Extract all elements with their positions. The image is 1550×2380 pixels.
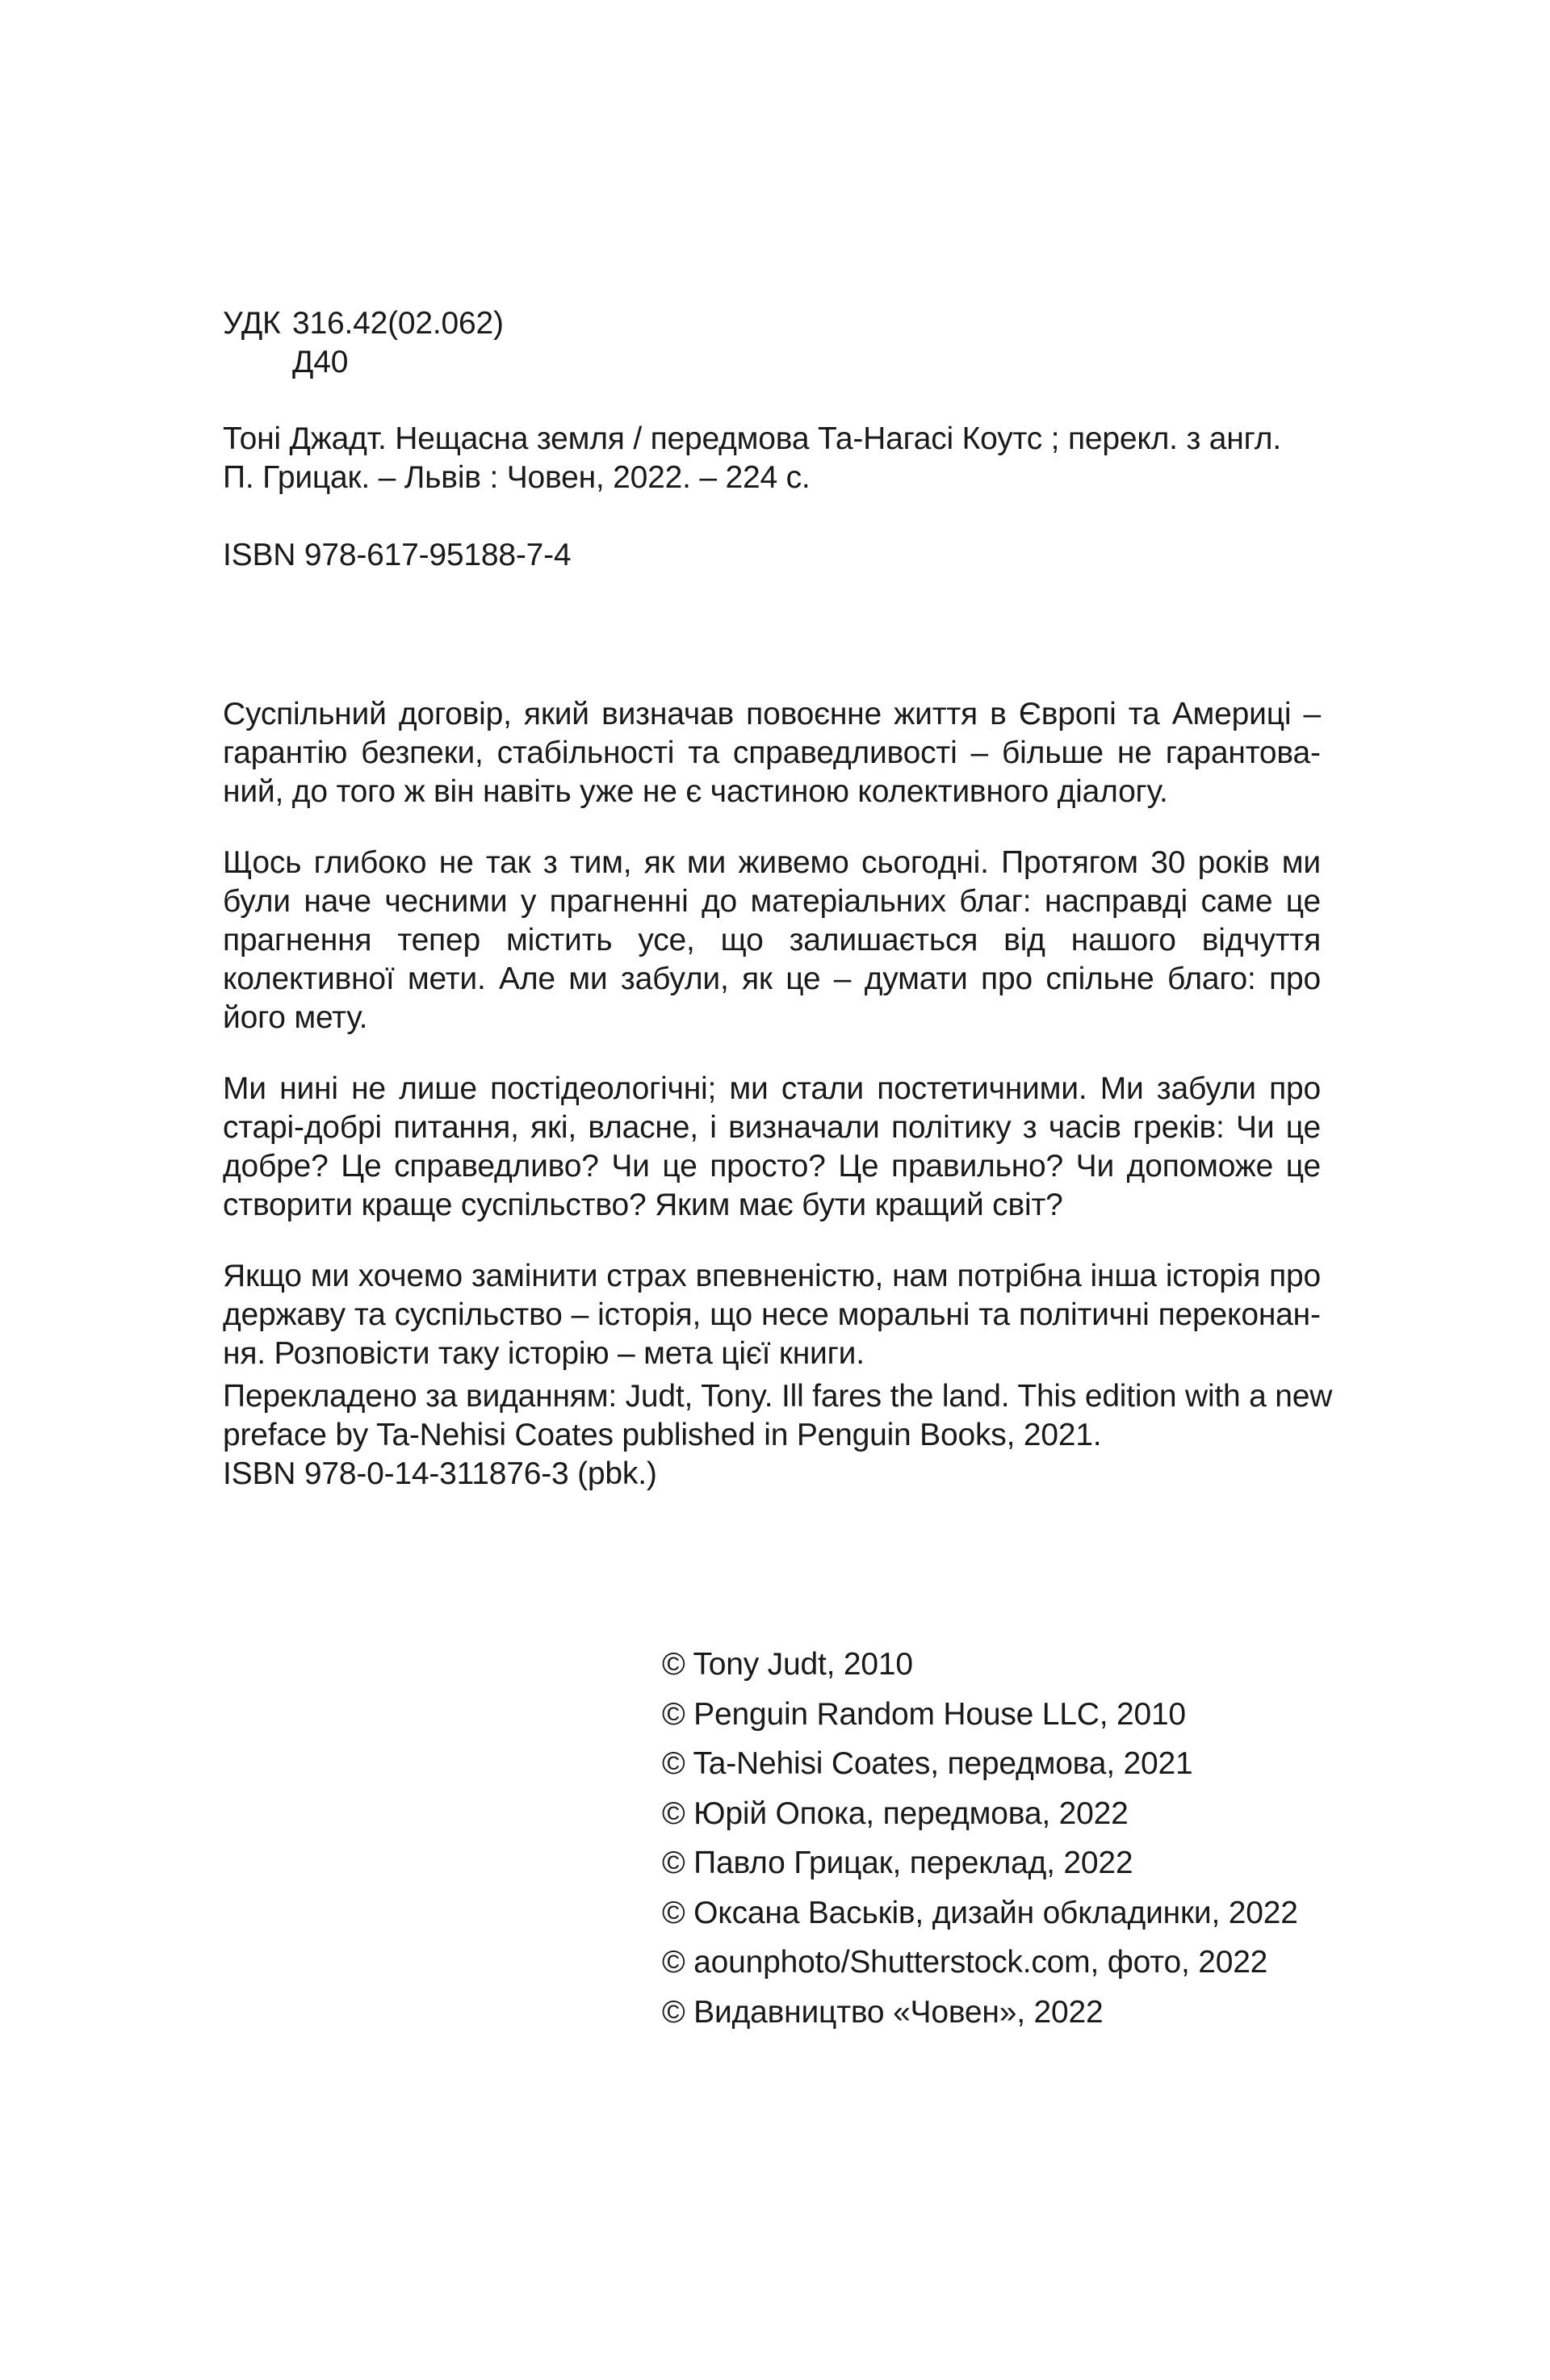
- bibliographic-line: Тоні Джадт. Нещасна земля / передмова Та-Нагасі Коутс ; перекл. з англ.: [223, 421, 1281, 456]
- annotation: [223, 695, 1321, 1373]
- copyright-item: © Оксана Васьків, дизайн обкладинки, 2022: [662, 1895, 1298, 1930]
- bibliographic-line: П. Грицак. – Львів : Човен, 2022. – 224 с.: [223, 460, 811, 495]
- copyright-item: © aounphoto/Shutterstock.com, фото, 2022: [662, 1945, 1268, 1980]
- bibliographic-description: [223, 420, 1321, 497]
- original-edition: [223, 1377, 1333, 1494]
- copyright-list: [662, 1640, 1298, 2037]
- copyright-item: © Видавництво «Човен», 2022: [662, 1994, 1104, 2030]
- annotation-paragraph: Щось глибоко не так з тим, як ми живемо сьогодні. Протягом 30 років ми були наче чесними у прагненні до матеріальних благ: насправді саме це прагнення тепер містить усе, що залишається від нашого відчуття колективної мети. Але ми забули, як це – думати про спільне благо: про його мету.: [223, 845, 1321, 1035]
- copyright-item: © Tony Judt, 2010: [662, 1647, 913, 1682]
- copyright-item: © Penguin Random House LLC, 2010: [662, 1696, 1186, 1732]
- annotation-paragraph: Ми нині не лише постідеологічні; ми стали постетичними. Ми забули про старі-добрі питання, які, власне, і визначали політику з часів греків: Чи це добре? Це справедливо? Чи це просто? Це правильно? Чи допоможе це створити краще суспільство? Яким має бути кращий світ?: [223, 1071, 1321, 1222]
- annotation-paragraph: Суспільний договір, який визначав повоєнне життя в Європі та Америці – гарантію безпеки, стабільності та справедливості – більше не гарантований, до того ж він навіть уже не є частиною колективного діалогу.: [223, 697, 1321, 809]
- udk-label: УДК: [223, 306, 281, 341]
- udk-code: 316.42(02.062): [292, 306, 504, 341]
- copyright-item: © Павло Грицак, переклад, 2022: [662, 1846, 1133, 1880]
- isbn: ISBN 978-617-95188-7-4: [223, 538, 572, 572]
- author-code: Д40: [292, 345, 349, 379]
- copyright-item: © Ta-Nehisi Coates, передмова, 2021: [662, 1746, 1193, 1781]
- original-edition-isbn: ISBN 978-0-14-311876-3 (pbk.): [223, 1456, 657, 1491]
- annotation-paragraph: Якщо ми хочемо замінити страх впевненістю, нам потрібна інша історія про державу та суспільство – історія, що несе моральні та політичні переконання. Розповісти таку історію – мета цієї книги.: [223, 1259, 1321, 1371]
- original-edition-line: Перекладено за виданням: Judt, Tony. Ill fares the land. This edition with a new: [223, 1379, 1333, 1414]
- udk-row: [223, 304, 1321, 343]
- original-edition-line: preface by Ta-Nehisi Coates published in Penguin Books, 2021.: [223, 1418, 1102, 1452]
- isbn-block: [223, 536, 1321, 575]
- copyright-item: © Юрій Опока, передмова, 2022: [662, 1795, 1129, 1831]
- catalog-block: [223, 304, 1321, 382]
